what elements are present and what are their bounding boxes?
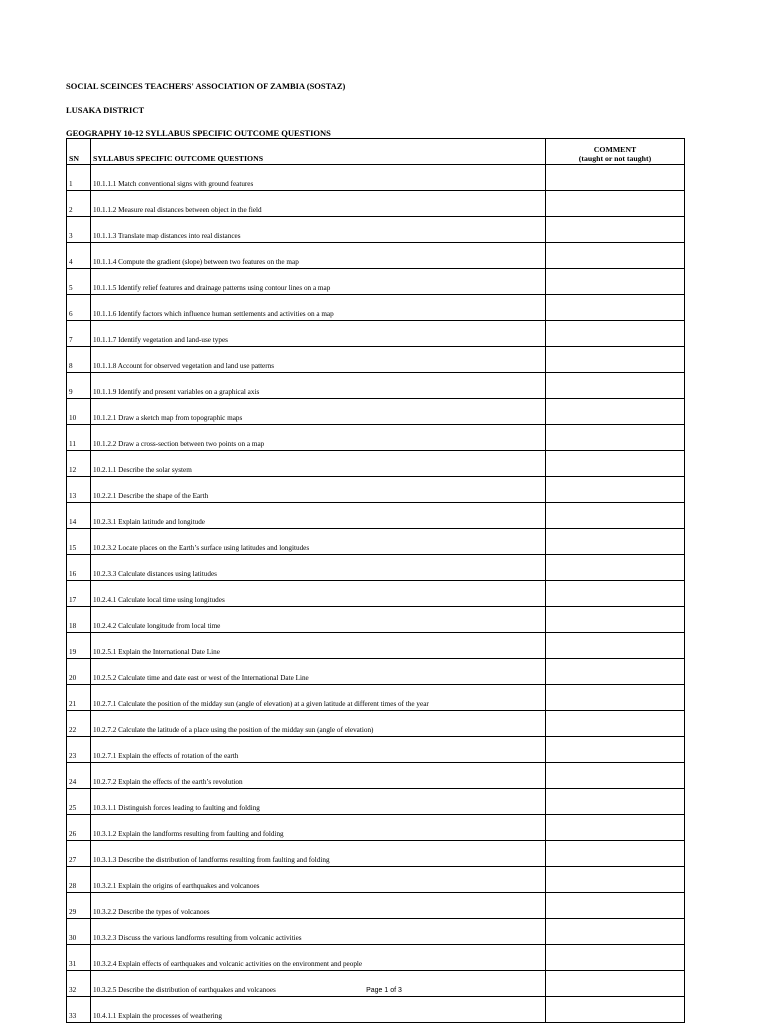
row-number-cell: 23 [67,737,91,763]
table-row [67,945,685,971]
comment-cell[interactable] [546,607,685,633]
table-row [67,919,685,945]
row-number-cell: 3 [67,217,91,243]
row-number-cell: 30 [67,919,91,945]
row-number-cell: 5 [67,269,91,295]
outcome-question-cell: 10.3.1.2 Explain the landforms resulting from faulting and folding [91,815,546,841]
table-row [67,399,685,425]
table-row [67,269,685,295]
row-number-cell: 2 [67,191,91,217]
comment-cell[interactable] [546,763,685,789]
comment-cell[interactable] [546,191,685,217]
column-header-comment-title: COMMENT [593,145,637,154]
outcome-question-cell: 10.2.1.1 Describe the solar system [91,451,546,477]
outcome-question-cell: 10.2.4.1 Calculate local time using longitudes [91,581,546,607]
outcome-question-cell: 10.1.1.4 Compute the gradient (slope) between two features on the map [91,243,546,269]
comment-cell[interactable] [546,997,685,1023]
comment-cell[interactable] [546,685,685,711]
outcome-question-cell: 10.1.1.1 Match conventional signs with ground features [91,165,546,191]
table-row [67,555,685,581]
table-row [67,243,685,269]
outcome-question-cell: 10.1.1.5 Identify relief features and drainage patterns using contour lines on a map [91,269,546,295]
table-body [67,165,685,1023]
table-row [67,477,685,503]
row-number-cell: 16 [67,555,91,581]
comment-cell[interactable] [546,373,685,399]
table-header-row [67,139,685,165]
outcome-question-cell: 10.2.5.2 Calculate time and date east or west of the International Date Line [91,659,546,685]
column-header-comment [546,139,685,165]
table-row [67,503,685,529]
comment-cell[interactable] [546,711,685,737]
table-row [67,529,685,555]
table-row [67,659,685,685]
outcome-question-cell: 10.2.7.1 Calculate the position of the midday sun (angle of elevation) at a given latitude at different times of the year [91,685,546,711]
outcome-question-cell: 10.1.1.6 Identify factors which influence human settlements and activities on a map [91,295,546,321]
row-number-cell: 7 [67,321,91,347]
column-header-sn: SN [67,139,91,165]
row-number-cell: 28 [67,867,91,893]
comment-cell[interactable] [546,217,685,243]
row-number-cell: 10 [67,399,91,425]
table-row [67,815,685,841]
outcome-question-cell: 10.3.1.3 Describe the distribution of landforms resulting from faulting and folding [91,841,546,867]
table-row [67,607,685,633]
outcome-question-cell: 10.2.5.1 Explain the International Date Line [91,633,546,659]
outcome-question-cell: 10.3.1.1 Distinguish forces leading to faulting and folding [91,789,546,815]
comment-cell[interactable] [546,165,685,191]
table-row [67,451,685,477]
table-row [67,581,685,607]
outcome-question-cell: 10.1.1.9 Identify and present variables on a graphical axis [91,373,546,399]
row-number-cell: 6 [67,295,91,321]
row-number-cell: 1 [67,165,91,191]
outcome-question-cell: 10.1.2.1 Draw a sketch map from topographic maps [91,399,546,425]
comment-cell[interactable] [546,451,685,477]
outcome-question-cell: 10.3.2.4 Explain effects of earthquakes and volcanic activities on the environment and people [91,945,546,971]
outcome-question-cell: 10.3.2.3 Discuss the various landforms resulting from volcanic activities [91,919,546,945]
comment-cell[interactable] [546,737,685,763]
page-number: Page 1 of 3 [366,987,402,994]
outcome-question-cell: 10.2.3.2 Locate places on the Earth’s surface using latitudes and longitudes [91,529,546,555]
row-number-cell: 14 [67,503,91,529]
comment-cell[interactable] [546,347,685,373]
table-row [67,763,685,789]
outcome-question-cell: 10.1.1.3 Translate map distances into real distances [91,217,546,243]
comment-cell[interactable] [546,633,685,659]
row-number-cell: 12 [67,451,91,477]
outcome-question-cell: 10.2.7.1 Explain the effects of rotation of the earth [91,737,546,763]
row-number-cell: 26 [67,815,91,841]
comment-cell[interactable] [546,659,685,685]
comment-cell[interactable] [546,919,685,945]
row-number-cell: 8 [67,347,91,373]
comment-cell[interactable] [546,555,685,581]
comment-cell[interactable] [546,295,685,321]
row-number-cell: 21 [67,685,91,711]
comment-cell[interactable] [546,425,685,451]
table-row [67,867,685,893]
table-row [67,711,685,737]
outcome-question-cell: 10.3.2.5 Describe the distribution of earthquakes and volcanoes [91,971,546,997]
comment-cell[interactable] [546,789,685,815]
comment-cell[interactable] [546,477,685,503]
row-number-cell: 15 [67,529,91,555]
outcome-question-cell: 10.1.1.7 Identify vegetation and land-use types [91,321,546,347]
row-number-cell: 18 [67,607,91,633]
comment-cell[interactable] [546,269,685,295]
table-row [67,737,685,763]
row-number-cell: 24 [67,763,91,789]
outcome-question-cell: 10.1.1.8 Account for observed vegetation and land use patterns [91,347,546,373]
row-number-cell: 32 [67,971,91,997]
outcome-question-cell: 10.3.2.1 Explain the origins of earthquakes and volcanoes [91,867,546,893]
organization-title: SOCIAL SCEINCES TEACHERS' ASSOCIATION OF ZAMBIA (SOSTAZ) [66,81,346,91]
outcome-question-cell: 10.1.2.2 Draw a cross-section between two points on a map [91,425,546,451]
outcome-question-cell: 10.4.1.1 Explain the processes of weathering [91,997,546,1023]
table-row [67,841,685,867]
table-row [67,893,685,919]
table-row [67,165,685,191]
comment-cell[interactable] [546,399,685,425]
outcome-question-cell: 10.2.3.3 Calculate distances using latitudes [91,555,546,581]
column-header-question: SYLLABUS SPECIFIC OUTCOME QUESTIONS [91,139,546,165]
row-number-cell: 17 [67,581,91,607]
row-number-cell: 19 [67,633,91,659]
comment-cell[interactable] [546,503,685,529]
comment-cell[interactable] [546,321,685,347]
row-number-cell: 29 [67,893,91,919]
comment-cell[interactable] [546,529,685,555]
row-number-cell: 11 [67,425,91,451]
outcome-question-cell: 10.3.2.2 Describe the types of volcanoes [91,893,546,919]
district-title: LUSAKA DISTRICT [66,105,145,115]
table-row [67,373,685,399]
row-number-cell: 33 [67,997,91,1023]
comment-cell[interactable] [546,867,685,893]
table-row [67,685,685,711]
row-number-cell: 22 [67,711,91,737]
table-row [67,347,685,373]
column-header-comment-subtitle: (taught or not taught) [578,154,652,163]
table-row [67,425,685,451]
table-row [67,789,685,815]
row-number-cell: 4 [67,243,91,269]
outcome-question-cell: 10.2.2.1 Describe the shape of the Earth [91,477,546,503]
outcome-question-cell: 10.2.7.2 Explain the effects of the earth’s revolution [91,763,546,789]
table-row [67,997,685,1023]
outcome-question-cell: 10.2.4.2 Calculate longitude from local time [91,607,546,633]
syllabus-outcomes-table [66,138,685,1023]
document-title: GEOGRAPHY 10-12 SYLLABUS SPECIFIC OUTCOME QUESTIONS [66,128,331,138]
row-number-cell: 31 [67,945,91,971]
outcome-question-cell: 10.1.1.2 Measure real distances between object in the field [91,191,546,217]
table-row [67,633,685,659]
table-row [67,191,685,217]
row-number-cell: 13 [67,477,91,503]
row-number-cell: 25 [67,789,91,815]
comment-cell[interactable] [546,945,685,971]
row-number-cell: 27 [67,841,91,867]
table-row [67,321,685,347]
row-number-cell: 20 [67,659,91,685]
table-row [67,295,685,321]
comment-cell[interactable] [546,815,685,841]
comment-cell[interactable] [546,243,685,269]
comment-cell[interactable] [546,581,685,607]
comment-cell[interactable] [546,893,685,919]
table-row [67,217,685,243]
comment-cell[interactable] [546,841,685,867]
outcome-question-cell: 10.2.7.2 Calculate the latitude of a place using the position of the midday sun (angle of elevation) [91,711,546,737]
outcome-question-cell: 10.2.3.1 Explain latitude and longitude [91,503,546,529]
row-number-cell: 9 [67,373,91,399]
